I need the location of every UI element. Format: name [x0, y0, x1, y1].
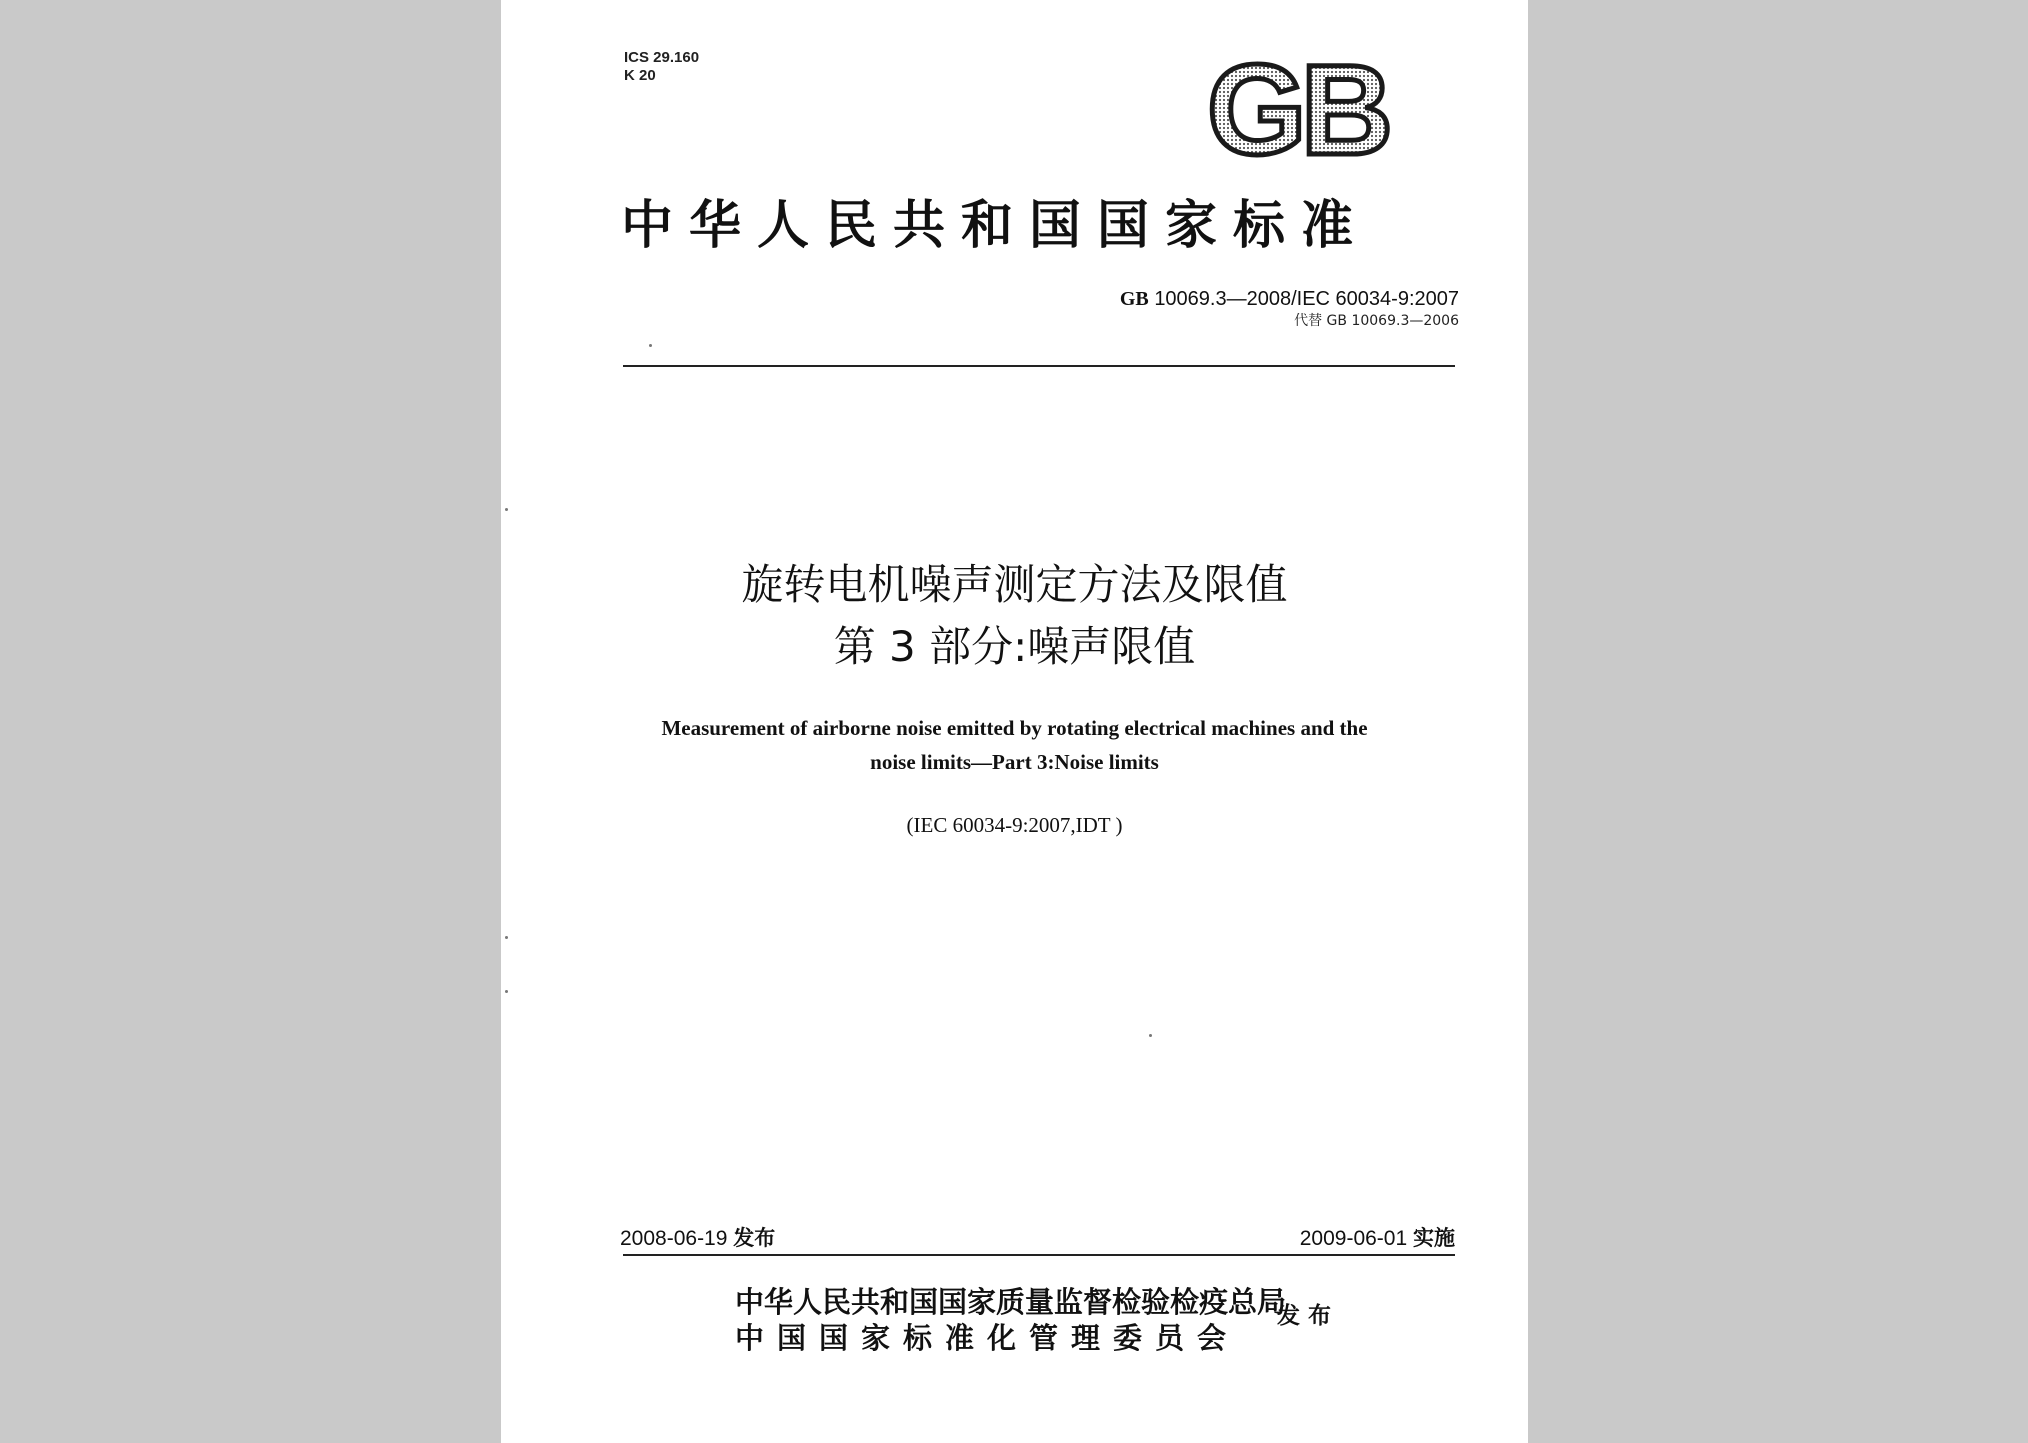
title-english-line-1: Measurement of airborne noise emitted by rotating electrical machines and the	[661, 716, 1368, 740]
replaces-standard: 代替 GB 10069.3—2006	[1294, 313, 1459, 329]
title-chinese-line-2: 第 3 部分:噪声限值	[833, 622, 1196, 671]
implementation-date: 2009-06-01	[1299, 1227, 1408, 1250]
issue-date-block	[620, 1224, 775, 1253]
document-page	[501, 0, 1528, 1443]
issuer-sac: 中国国家标准化管理委员会	[735, 1321, 1240, 1355]
implementation-date-block	[1300, 1224, 1455, 1253]
standard-code: 10069.3—2008/IEC 60034-9:2007	[1154, 288, 1459, 310]
adoption-note: (IEC 60034-9:2007,IDT )	[906, 813, 1123, 837]
header-divider	[623, 365, 1455, 367]
scan-speck	[649, 344, 652, 347]
publish-label: 发布	[1277, 1302, 1339, 1329]
standard-prefix: GB	[1119, 288, 1149, 310]
classification-codes	[624, 49, 699, 85]
issue-label: 发布	[733, 1226, 776, 1250]
gb-logo-text: GB	[1207, 58, 1387, 166]
issue-date: 2008-06-19	[620, 1227, 728, 1250]
scan-speck	[505, 990, 508, 993]
date-row	[620, 1224, 1455, 1254]
title-chinese-line-1: 旋转电机噪声测定方法及限值	[741, 560, 1288, 609]
scan-speck	[1149, 1034, 1152, 1037]
title-english-line-2: noise limits—Part 3:Noise limits	[870, 750, 1159, 774]
scan-speck	[505, 508, 508, 511]
national-standard-heading: 中华人民共和国国家标准	[621, 195, 1370, 256]
implementation-label: 实施	[1413, 1226, 1455, 1250]
issuing-authorities	[735, 1284, 1286, 1356]
issuer-aqsiq: 中华人民共和国国家质量监督检验检疫总局	[735, 1285, 1287, 1319]
scan-speck	[505, 936, 508, 939]
ics-code: ICS 29.160	[624, 49, 700, 66]
ccs-code: K 20	[624, 67, 656, 84]
standard-number	[1120, 287, 1459, 311]
footer-divider	[623, 1254, 1455, 1256]
gb-logo	[1194, 58, 1401, 166]
